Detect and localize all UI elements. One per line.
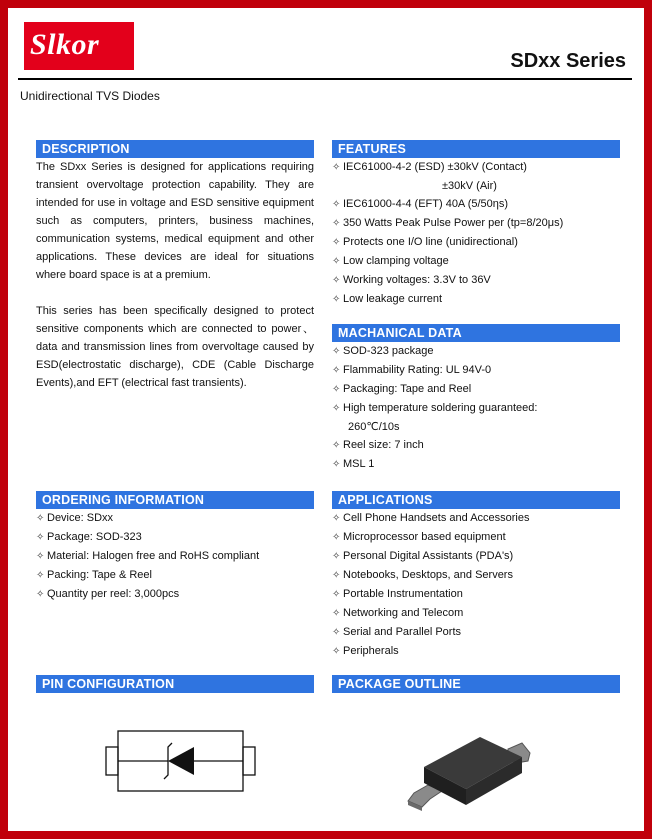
list-item: 260℃/10s (348, 421, 400, 433)
sparkle-bullet-icon: ✧ (332, 384, 341, 395)
sparkle-bullet-icon: ✧ (332, 199, 341, 210)
sparkle-bullet-icon: ✧ (332, 513, 341, 524)
sparkle-bullet-icon: ✧ (332, 551, 341, 562)
pin-configuration-heading: PIN CONFIGURATION (36, 675, 314, 693)
sparkle-bullet-icon: ✧ (332, 346, 341, 357)
sparkle-bullet-icon: ✧ (36, 532, 45, 543)
pin-configuration-section (36, 675, 314, 828)
sparkle-bullet-icon: ✧ (36, 513, 45, 524)
list-item: ✧ Flammability Rating: UL 94V-0 (332, 361, 620, 380)
mechanical-data-list (332, 342, 620, 474)
package-outline-heading: PACKAGE OUTLINE (332, 675, 620, 693)
applications-section (332, 491, 620, 661)
list-item: ✧ Device: SDxx (36, 509, 314, 528)
sparkle-bullet-icon: ✧ (332, 162, 341, 173)
sparkle-bullet-icon: ✧ (36, 570, 45, 581)
sparkle-bullet-icon: ✧ (332, 570, 341, 581)
sparkle-bullet-icon: ✧ (332, 608, 341, 619)
list-item: ±30kV (Air) (442, 180, 497, 192)
applications-list (332, 509, 620, 661)
sparkle-bullet-icon: ✧ (332, 237, 341, 248)
series-title: SDxx Series (510, 50, 626, 72)
list-item: ✧ 350 Watts Peak Pulse Power per (tp=8/20μs) (332, 214, 620, 233)
features-section (332, 140, 620, 309)
description-body (36, 158, 314, 392)
sparkle-bullet-icon: ✧ (332, 459, 341, 470)
pin-left-outline (106, 747, 118, 775)
diode-symbol-diagram (36, 693, 314, 823)
description-paragraph-2: This series has been specifically designed to protect sensitive components which are connected to power、data and transmission lines from overvoltage caused by ESD(electrostatic discharge), CDE (Cable Discharge Events),and EFT (electrical fast transients). (36, 305, 314, 389)
sparkle-bullet-icon: ✧ (332, 646, 341, 657)
list-item: ✧ Personal Digital Assistants (PDA's) (332, 547, 620, 566)
brand-logo (24, 22, 134, 70)
list-item: ✧ Microprocessor based equipment (332, 528, 620, 547)
list-item: ✧ Cell Phone Handsets and Accessories (332, 509, 620, 528)
sparkle-bullet-icon: ✧ (332, 532, 341, 543)
description-heading: DESCRIPTION (36, 140, 314, 158)
sparkle-bullet-icon: ✧ (332, 294, 341, 305)
list-item: ✧ Packing: Tape & Reel (36, 566, 314, 585)
ordering-info-list (36, 509, 314, 604)
list-item: ✧ Protects one I/O line (unidirectional) (332, 233, 620, 252)
list-item: ✧ SOD-323 package (332, 342, 620, 361)
page-subtitle: Unidirectional TVS Diodes (20, 89, 160, 103)
diode-triangle (168, 747, 194, 775)
list-item: ✧ Reel size: 7 inch (332, 436, 620, 455)
list-item: ✧ Working voltages: 3.3V to 36V (332, 271, 620, 290)
sparkle-bullet-icon: ✧ (332, 403, 341, 414)
package-outline-section (332, 675, 620, 828)
list-item: ✧ Serial and Parallel Ports (332, 623, 620, 642)
list-item: ✧ Notebooks, Desktops, and Servers (332, 566, 620, 585)
mechanical-data-heading: MACHANICAL DATA (332, 324, 620, 342)
features-list (332, 158, 620, 309)
description-paragraph-1: The SDxx Series is designed for applications requiring transient overvoltage protection capability. They are intended for use in voltage and ESD sensitive equipment such as computers, printers, business machines, communication systems, medical equipment and other applications. These devices are ideal for situations where board space is at a premium. (36, 161, 314, 281)
list-item: ✧ Package: SOD-323 (36, 528, 314, 547)
description-section (36, 140, 314, 392)
sparkle-bullet-icon: ✧ (332, 256, 341, 267)
brand-logo-text: Slkor (30, 28, 100, 61)
mechanical-data-section (332, 324, 620, 474)
sparkle-bullet-icon: ✧ (36, 589, 45, 600)
sparkle-bullet-icon: ✧ (332, 275, 341, 286)
list-item: ✧ Material: Halogen free and RoHS compliant (36, 547, 314, 566)
sparkle-bullet-icon: ✧ (332, 589, 341, 600)
list-item: ✧ Packaging: Tape and Reel (332, 380, 620, 399)
list-item: ✧ Low leakage current (332, 290, 620, 309)
list-item: ✧ Quantity per reel: 3,000pcs (36, 585, 314, 604)
ordering-info-section (36, 491, 314, 604)
list-item: ✧ High temperature soldering guaranteed: (332, 399, 620, 418)
list-item: ✧ MSL 1 (332, 455, 620, 474)
sod323-package-image (332, 693, 620, 823)
header-divider (18, 78, 632, 80)
list-item: ✧ Portable Instrumentation (332, 585, 620, 604)
features-heading: FEATURES (332, 140, 620, 158)
applications-heading: APPLICATIONS (332, 491, 620, 509)
sparkle-bullet-icon: ✧ (36, 551, 45, 562)
sparkle-bullet-icon: ✧ (332, 218, 341, 229)
pin-right-outline (243, 747, 255, 775)
list-item: ✧ IEC61000-4-2 (ESD) ±30kV (Contact) (332, 158, 620, 177)
list-item: ✧ IEC61000-4-4 (EFT) 40A (5/50ηs) (332, 195, 620, 214)
sparkle-bullet-icon: ✧ (332, 440, 341, 451)
list-item: ✧ Networking and Telecom (332, 604, 620, 623)
list-item: ✧ Low clamping voltage (332, 252, 620, 271)
sparkle-bullet-icon: ✧ (332, 365, 341, 376)
ordering-info-heading: ORDERING INFORMATION (36, 491, 314, 509)
list-item: ✧ Peripherals (332, 642, 620, 661)
sparkle-bullet-icon: ✧ (332, 627, 341, 638)
